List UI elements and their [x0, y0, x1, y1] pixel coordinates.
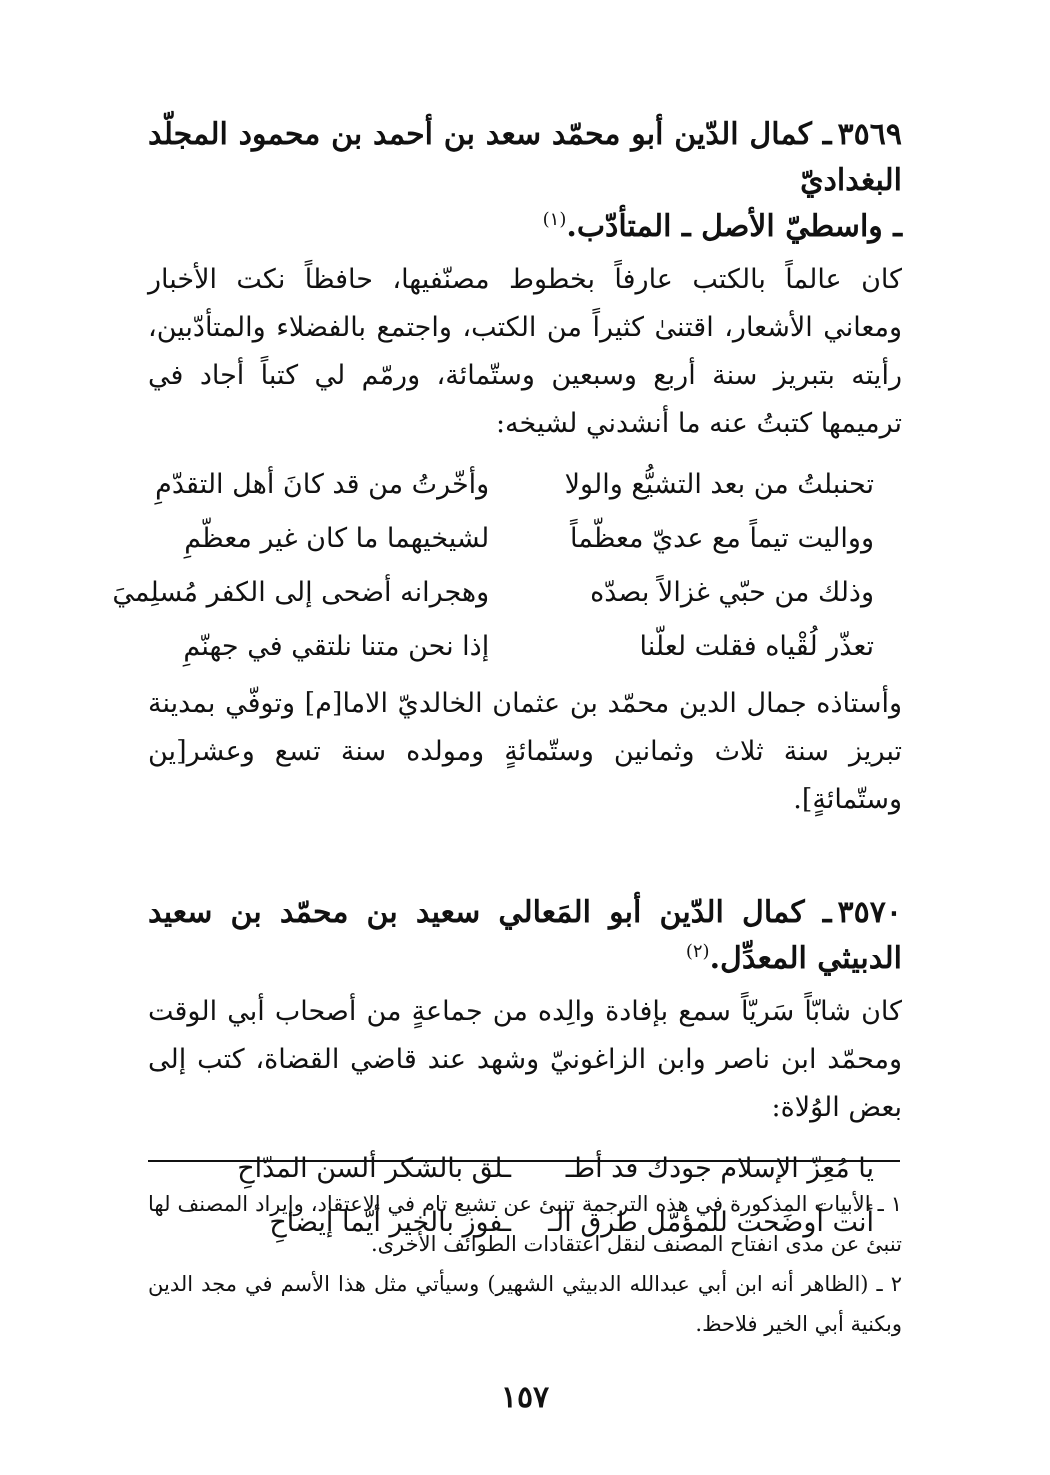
entry-paragraph: كان شابّاً سَريّاً سمع بإفادة والِده من جماعةٍ من أصحاب أبي الوقت ومحمّد ابن ناصر وابن الزاغونيّ وشهد عند قاضي القضاة، كتب إلى بعض الوُلاة:	[148, 996, 902, 1123]
footnote-2: ٢ ـ (الظاهر أنه ابن أبي عبدالله الدبيثي الشهير) وسيأتي مثل هذا الأسم في مجد الدين وبكنية أبي الخير فلاحظ.	[148, 1272, 902, 1336]
verse-first-hemistich: تعذّر لُقْياه فقلت لعلّنا	[639, 631, 874, 662]
page-content	[112, 112, 902, 1475]
footnote-ref: (١)	[542, 209, 567, 230]
verse-second-hemistich: إذا نحن متنا نلتقي في جهنّمِ	[183, 631, 490, 662]
entry-title: ـ كمال الدّين أبو محمّد سعد بن أحمد بن محمود المجلّد البغداديّ	[148, 117, 902, 198]
page-number: ١٥٧	[500, 1380, 550, 1415]
entry-3569	[112, 112, 902, 824]
verse-line	[112, 566, 902, 620]
entry-title-continued: ـ واسطيّ الأصل ـ المتأدّب.	[566, 209, 902, 244]
verse-second-hemistich: ـفوز بالخير أيّما إيضاحِ	[269, 1207, 511, 1238]
entry-heading	[148, 112, 902, 250]
verse-first-hemistich: تحنبلتُ من بعد التشيُّع والولا	[564, 469, 874, 500]
verse-line	[148, 512, 902, 566]
footnote-ref: (٢)	[685, 941, 710, 962]
footnote-1: ١ ـ الأبيات المذكورة في هذه الترجمة تنبئ عن تشيع تام في الاعتقاد، وإيراد المصنف لها تنبئ عن مدى انفتاح المصنف لنقل اعتقادات الطوائف الأخرى.	[148, 1192, 902, 1256]
poem	[112, 458, 902, 674]
footnote-divider	[148, 1160, 900, 1162]
verse-second-hemistich: لشيخيهما ما كان غير معظّمِ	[184, 523, 490, 554]
entry-paragraph: وأستاذه جمال الدين محمّد بن عثمان الخالديّ الاما[م] وتوفّي بمدينة تبريز سنة ثلاث وثمانين وستّمائةٍ ومولده سنة تسع وعشر[ين وستّمائةٍ].	[148, 688, 902, 815]
verse-second-hemistich: وأخّرتُ من قد كانَ أهل التقدّمِ	[155, 469, 490, 500]
entry-number: ٣٥٦٩	[837, 117, 902, 152]
verse-first-hemistich: وذلك من حبّي غزالاً بصدّه	[590, 577, 874, 608]
verse-first-hemistich: أنت أوضَحت للمؤمّل طرق الـ	[548, 1207, 874, 1238]
footnotes	[148, 1184, 902, 1344]
verse-line	[148, 620, 902, 674]
entry-heading	[148, 890, 902, 982]
verse-first-hemistich: وواليت تيماً مع عديّ معظّماً	[569, 523, 874, 554]
verse-line	[148, 458, 902, 512]
verse-first-hemistich: يا مُعِزّ الإسلام جودك قد أطـ	[565, 1153, 874, 1184]
verse-second-hemistich: وهجرانه أضحى إلى الكفر مُسلِميَ	[112, 577, 490, 608]
entry-number: ٣٥٧٠	[837, 895, 902, 930]
entry-spacer	[148, 824, 902, 890]
entry-title: ـ كمال الدّين أبو المَعالي سعيد بن محمّد بن سعيد الدبيثي المعدِّل.	[148, 895, 902, 976]
entry-paragraph: كان عالماً بالكتب عارفاً بخطوط مصنّفيها، حافظاً نكت الأخبار ومعاني الأشعار، اقتنىٰ كثيراً من الكتب، واجتمع بالفضلاء والمتأدّبين، رأيته بتبريز سنة أربع وسبعين وستّمائة، ورمّم لي كتباً أجاد في ترميمها كتبتُ عنه ما أنشدني لشيخه:	[148, 264, 902, 439]
verse-second-hemistich: ـلق بالشكر ألسن المدّاحِ	[237, 1153, 511, 1184]
